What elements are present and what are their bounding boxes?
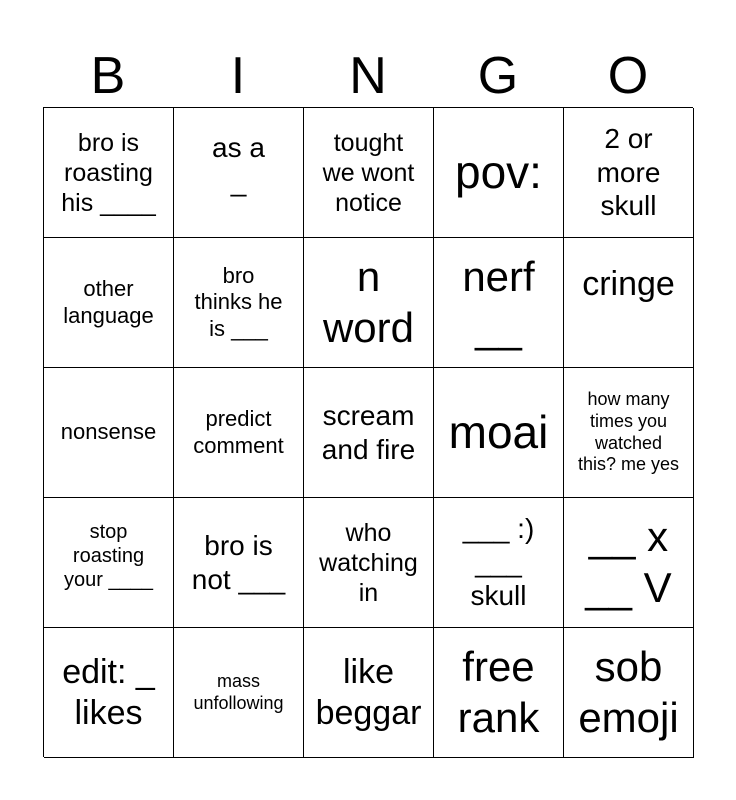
cell-text: predict comment	[193, 406, 284, 458]
bingo-cell[interactable]	[174, 368, 304, 498]
bingo-cell[interactable]	[304, 238, 434, 368]
bingo-cell[interactable]	[174, 238, 304, 368]
bingo-cell[interactable]	[434, 498, 564, 628]
cell-text: mass unfollowing	[193, 670, 284, 713]
bingo-cell[interactable]	[564, 628, 694, 758]
cell-text: bro thinks he is ___	[194, 262, 283, 341]
bingo-cell[interactable]	[564, 368, 694, 498]
header-letter-b: B	[90, 47, 126, 105]
cell-text: pov:	[455, 145, 542, 198]
cell-text: how many times you watched this? me yes	[577, 389, 680, 475]
cell-text: cringe	[582, 265, 675, 304]
bingo-cell[interactable]	[44, 238, 174, 368]
bingo-cell[interactable]	[434, 108, 564, 238]
cell-text: nonsense	[60, 419, 157, 445]
cell-text: moai	[448, 405, 549, 458]
cell-text: sob emoji	[578, 643, 679, 741]
bingo-cell[interactable]	[434, 238, 564, 368]
bingo-cell[interactable]	[174, 498, 304, 628]
header-letter-n: N	[349, 47, 387, 105]
bingo-cell[interactable]	[44, 108, 174, 238]
bingo-cell[interactable]	[434, 628, 564, 758]
bingo-cell[interactable]	[44, 628, 174, 758]
cell-text: bro is not ___	[191, 529, 286, 595]
cell-text: bro is roasting his ____	[61, 128, 156, 217]
cell-text: ___ :) ___ skull	[462, 513, 535, 612]
bingo-cell[interactable]	[564, 498, 694, 628]
header-letter-o: O	[607, 47, 649, 105]
cell-text: as a _	[212, 131, 265, 197]
cell-text: nerf __	[462, 253, 535, 351]
cell-text: stop roasting your ____	[64, 520, 153, 591]
bingo-header	[43, 44, 693, 108]
bingo-cell[interactable]	[44, 498, 174, 628]
cell-text: other language	[63, 276, 154, 328]
bingo-cell[interactable]	[434, 368, 564, 498]
bingo-cell[interactable]	[304, 498, 434, 628]
cell-text: free rank	[457, 643, 540, 741]
cell-text: n word	[322, 253, 415, 351]
cell-text: 2 or more skull	[596, 123, 661, 222]
cell-text: like beggar	[315, 652, 422, 732]
bingo-cell[interactable]	[564, 108, 694, 238]
cell-text: __ x __ V	[585, 513, 672, 611]
bingo-cell[interactable]	[564, 238, 694, 368]
bingo-card-grid	[43, 107, 693, 757]
cell-text: tought we wont notice	[322, 128, 415, 217]
bingo-cell[interactable]	[304, 368, 434, 498]
bingo-cell[interactable]	[174, 628, 304, 758]
bingo-cell[interactable]	[304, 628, 434, 758]
header-letter-g: G	[477, 47, 519, 105]
cell-text: scream and fire	[321, 399, 416, 465]
bingo-cell[interactable]	[44, 368, 174, 498]
bingo-cell[interactable]	[174, 108, 304, 238]
cell-text: who watching in	[319, 518, 418, 607]
cell-text: edit: _ likes	[62, 652, 155, 732]
bingo-cell[interactable]	[304, 108, 434, 238]
header-letter-i: I	[230, 47, 246, 105]
